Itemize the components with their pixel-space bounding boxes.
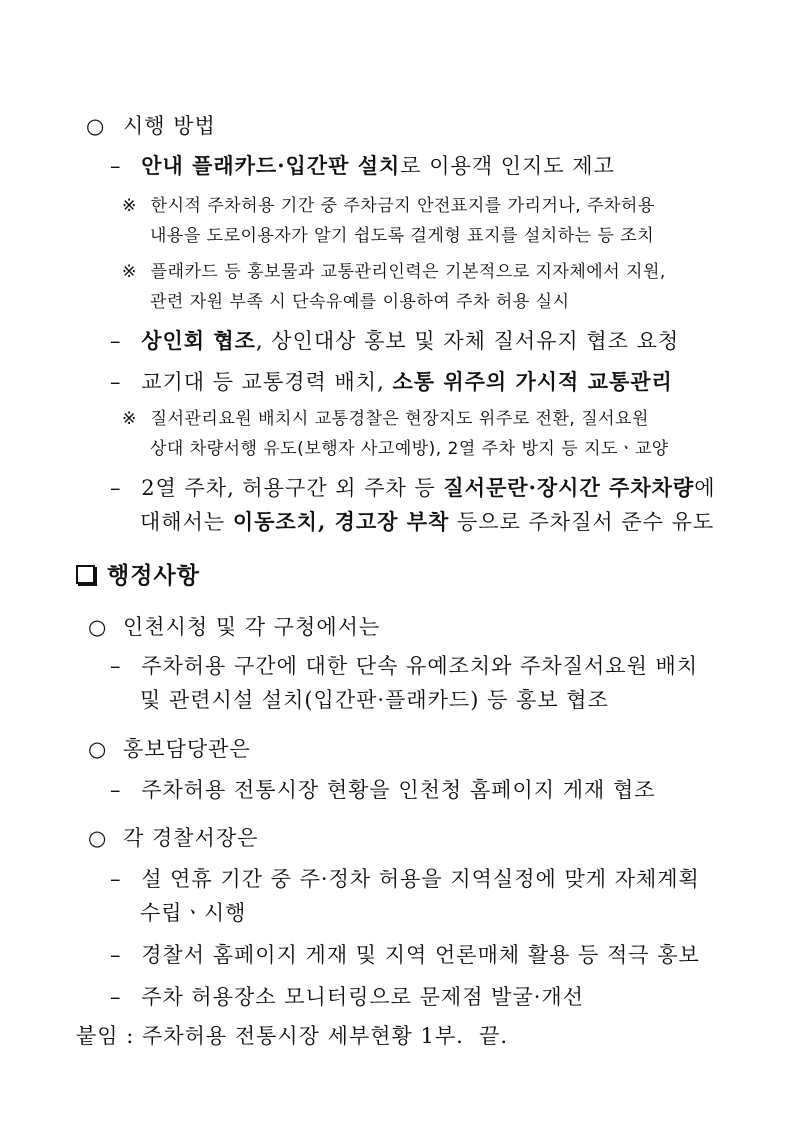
note-text: 플래카드 등 홍보물과 교통관리인력은 기본적으로 지자체에서 지원, xyxy=(150,262,666,282)
item-bold: 이동조치, 경고장 부착 xyxy=(232,509,450,534)
item-traffic xyxy=(110,368,673,396)
police-item-1-line-2: 수립ㆍ시행 xyxy=(140,901,247,925)
dash-bullet: – xyxy=(110,329,122,353)
attachment-line: 붙임 : 주차허용 전통시장 세부현황 1부. 끝. xyxy=(76,1024,509,1048)
circle-bullet: ○ xyxy=(86,114,106,138)
sub-heading-police xyxy=(88,824,258,852)
reference-mark: ※ xyxy=(122,262,137,282)
note-1-line-1 xyxy=(122,192,655,220)
item-post: 등으로 주차질서 준수 유도 xyxy=(449,510,715,534)
item-text: 주차허용 전통시장 현황을 인천청 홈페이지 게재 협조 xyxy=(141,778,656,802)
item-rest: , 상인대상 홍보 및 자체 질서유지 협조 요청 xyxy=(255,329,680,353)
circle-bullet: ○ xyxy=(88,826,108,850)
item-post: 에 xyxy=(694,476,716,500)
item-bold: 안내 플래카드·입간판 설치 xyxy=(141,153,401,178)
sub-heading-text: 각 경찰서장은 xyxy=(123,826,259,850)
item-text: 설 연휴 기간 중 주·정차 허용을 지역실정에 맞게 자체계획 xyxy=(141,867,700,891)
sub-heading-city xyxy=(88,613,380,641)
reference-mark: ※ xyxy=(122,196,137,216)
item-rest: 로 이용객 인지도 제고 xyxy=(400,154,615,178)
dash-bullet: – xyxy=(110,867,122,891)
item-pre: 2열 주차, 허용구간 외 주차 등 xyxy=(141,476,444,500)
police-item-1-line-1 xyxy=(110,865,700,893)
note-2-line-1 xyxy=(122,258,666,286)
section-title: 행정사항 xyxy=(107,563,200,589)
sub-heading-text: 홍보담당관은 xyxy=(123,737,251,761)
reference-mark: ※ xyxy=(122,409,137,429)
police-item-3 xyxy=(110,983,584,1011)
note-3-line-2: 상대 차량서행 유도(보행자 사고예방), 2열 주차 방지 등 지도ㆍ교양 xyxy=(150,439,669,459)
city-item-line-2: 및 관련시설 설치(입간판·플래카드) 등 홍보 협조 xyxy=(140,688,609,712)
dash-bullet: – xyxy=(110,476,122,500)
dash-bullet: – xyxy=(110,778,122,802)
sub-heading-text: 인천시청 및 각 구청에서는 xyxy=(123,615,381,639)
item-double-parking xyxy=(110,474,716,502)
note-1-line-2: 내용을 도로이용자가 알기 쉽도록 걸게형 표지를 설치하는 등 조치 xyxy=(150,226,655,246)
dash-bullet: – xyxy=(110,654,122,678)
item-bold: 소통 위주의 가시적 교통관리 xyxy=(392,369,673,394)
item-bold: 상인회 협조 xyxy=(141,328,256,353)
item-bold: 질서문란·장시간 주차차량 xyxy=(443,475,695,500)
note-3-line-1 xyxy=(122,405,649,433)
sub-heading-pr xyxy=(88,735,251,763)
pr-item xyxy=(110,776,656,804)
item-merchants xyxy=(110,327,679,355)
section-heading-method xyxy=(86,112,216,140)
item-placard xyxy=(110,152,615,180)
note-text: 질서관리요원 배치시 교통경찰은 현장지도 위주로 전환, 질서요원 xyxy=(150,409,649,429)
note-text: 한시적 주차허용 기간 중 주차금지 안전표지를 가리거나, 주차허용 xyxy=(150,196,655,216)
section-heading-admin xyxy=(76,562,200,590)
item-text: 주차허용 구간에 대한 단속 유예조치와 주차질서요원 배치 xyxy=(141,654,699,678)
dash-bullet: – xyxy=(110,154,122,178)
dash-bullet: – xyxy=(110,943,122,967)
circle-bullet: ○ xyxy=(88,737,108,761)
item-double-parking-line-2 xyxy=(140,508,714,536)
police-item-2 xyxy=(110,941,700,969)
dash-bullet: – xyxy=(110,370,122,394)
item-text: 주차 허용장소 모니터링으로 문제점 발굴·개선 xyxy=(141,985,584,1009)
item-pre: 대해서는 xyxy=(140,510,233,534)
item-text: 경찰서 홈페이지 게재 및 지역 언론매체 활용 등 적극 홍보 xyxy=(141,943,700,967)
circle-bullet: ○ xyxy=(88,615,108,639)
item-pre: 교기대 등 교통경력 배치, xyxy=(141,370,393,394)
dash-bullet: – xyxy=(110,985,122,1009)
city-item-line-1 xyxy=(110,652,698,680)
checkbox-square-icon xyxy=(76,565,95,584)
note-2-line-2: 관련 자원 부족 시 단속유예를 이용하여 주차 허용 실시 xyxy=(150,292,570,312)
heading-text: 시행 방법 xyxy=(123,114,216,138)
